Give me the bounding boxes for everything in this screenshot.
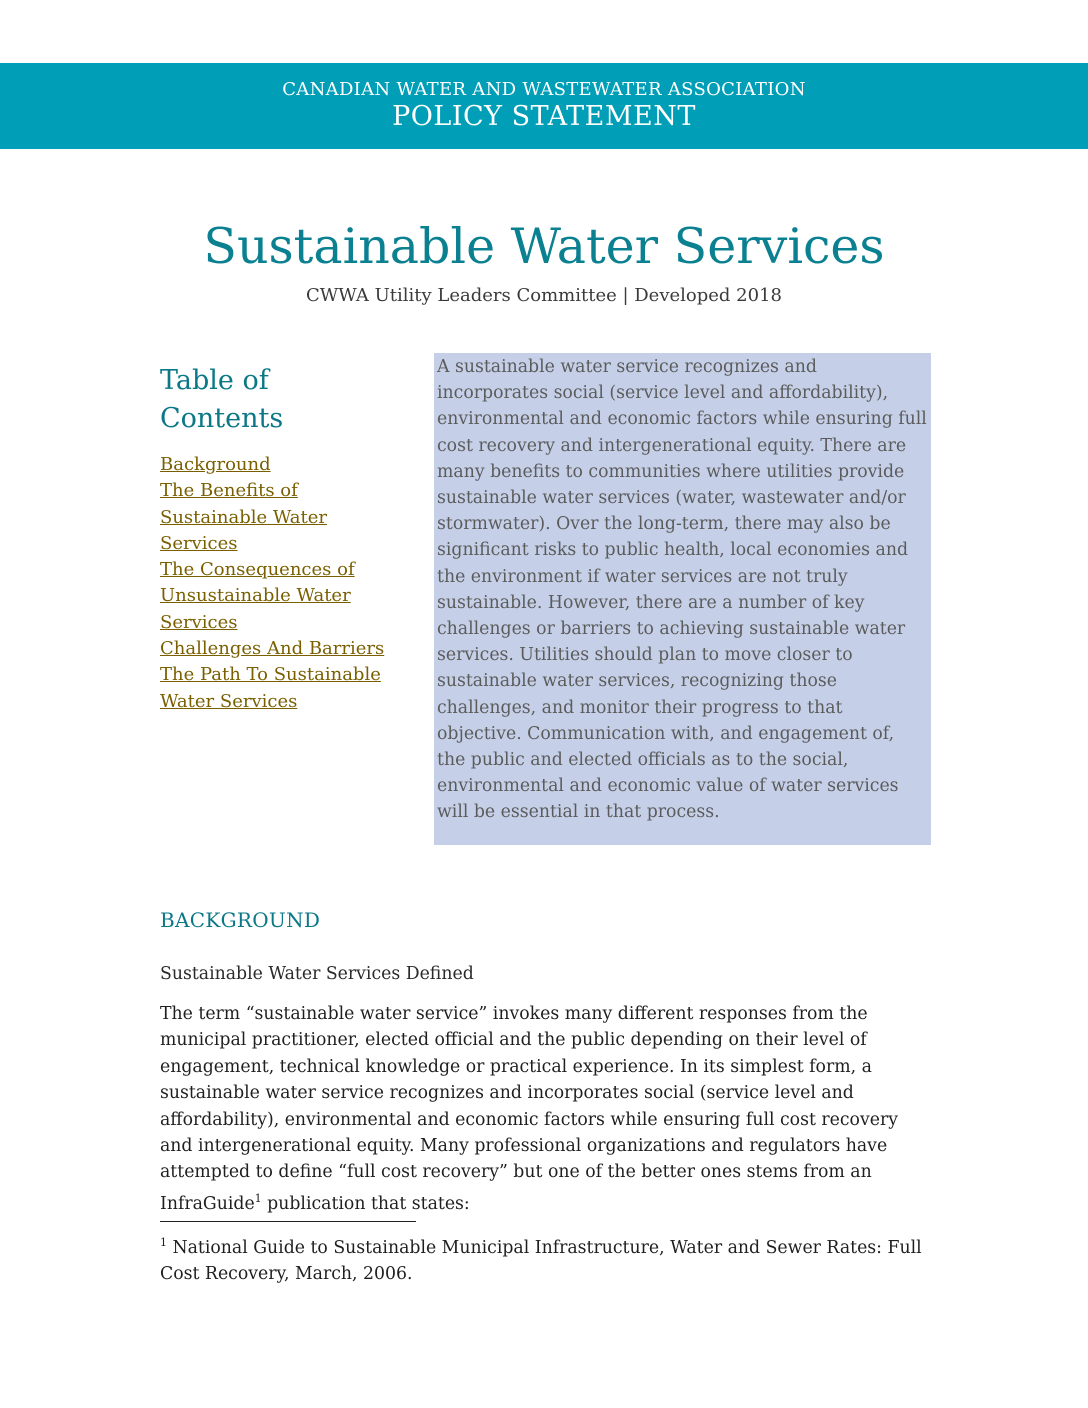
toc-item bbox=[160, 505, 410, 531]
toc-heading-line1: Table of bbox=[160, 365, 269, 396]
toc-item bbox=[160, 452, 410, 478]
footnote bbox=[160, 1230, 932, 1288]
toc-link-benefits[interactable]: The Benefits of bbox=[160, 480, 298, 502]
toc-link-consequences[interactable]: Unsustainable Water bbox=[160, 585, 351, 607]
toc-item bbox=[160, 610, 410, 636]
header-banner bbox=[0, 63, 1088, 149]
toc-link-benefits[interactable]: Services bbox=[160, 532, 238, 554]
paragraph-text-end: publication that states: bbox=[261, 1193, 470, 1214]
toc-item bbox=[160, 531, 410, 557]
toc-item bbox=[160, 557, 410, 583]
footnote-reference[interactable]: 1 bbox=[254, 1191, 262, 1205]
toc-link-background[interactable]: Background bbox=[160, 454, 271, 475]
table-of-contents bbox=[160, 362, 410, 715]
document-title: Sustainable Water Services bbox=[203, 218, 885, 275]
background-heading: BACKGROUND bbox=[160, 908, 321, 932]
toc-link-path[interactable]: The Path To Sustainable bbox=[160, 664, 381, 686]
footnote-marker: 1 bbox=[160, 1236, 167, 1249]
summary-callout bbox=[434, 353, 931, 845]
toc-link-challenges[interactable]: Challenges And Barriers bbox=[160, 638, 385, 660]
document-subtitle: CWWA Utility Leaders Committee | Developed 2018 bbox=[306, 285, 782, 306]
summary-text: A sustainable water service recognizes and incorporates social (service level and affordability), environmental and economic factors while ensuring full cost recovery and intergenerational equity. There are many benefits to communities where utilities provide sustainable water services (water, wastewater and/or stormwater). Over the long-term, there may also be significant risks to public health, local economies and the environment if water services are not truly sustainable. However, there are a number of key challenges or barriers to achieving sustainable water services. Utilities should plan to move closer to sustainable water services, recognizing those challenges, and monitor their progress to that objective. Communication with, and engagement of, the public and elected officials as to the social, environmental and economic value of water services will be essential in that process. bbox=[437, 357, 927, 823]
toc-item bbox=[160, 478, 410, 504]
toc-item bbox=[160, 583, 410, 609]
toc-link-consequences[interactable]: Services bbox=[160, 611, 238, 633]
toc-heading bbox=[160, 362, 410, 438]
toc-item bbox=[160, 636, 410, 662]
toc-link-consequences[interactable]: The Consequences of bbox=[160, 559, 355, 581]
toc-item bbox=[160, 662, 410, 688]
footnote-text: National Guide to Sustainable Municipal Infrastructure, Water and Sewer Rates: Full Cost Recovery, March, 2006. bbox=[160, 1237, 922, 1285]
paragraph-text: The term “sustainable water service” invokes many different responses from the municipal practitioner, elected official and the public depending on their level of engagement, technical knowledge or practical experience. In its simplest form, a sustainable water service recognizes and incorporates social (service level and affordability), environmental and economic factors while ensuring full cost recovery and intergenerational equity. Many professional organizations and regulators have attempted to define “full cost recovery” but one of the better ones stems from an InfraGuide bbox=[160, 1004, 898, 1214]
toc-heading-line2: Contents bbox=[160, 403, 284, 434]
document-type: POLICY STATEMENT bbox=[392, 101, 696, 132]
toc-link-path[interactable]: Water Services bbox=[160, 690, 298, 712]
toc-item bbox=[160, 689, 410, 715]
toc-list bbox=[160, 452, 410, 715]
background-paragraph bbox=[160, 1001, 932, 1217]
footnote-divider bbox=[160, 1221, 416, 1222]
organization-name: CANADIAN WATER AND WASTEWATER ASSOCIATION bbox=[282, 79, 806, 100]
background-subheading: Sustainable Water Services Defined bbox=[160, 964, 474, 984]
toc-link-benefits[interactable]: Sustainable Water bbox=[160, 506, 328, 528]
